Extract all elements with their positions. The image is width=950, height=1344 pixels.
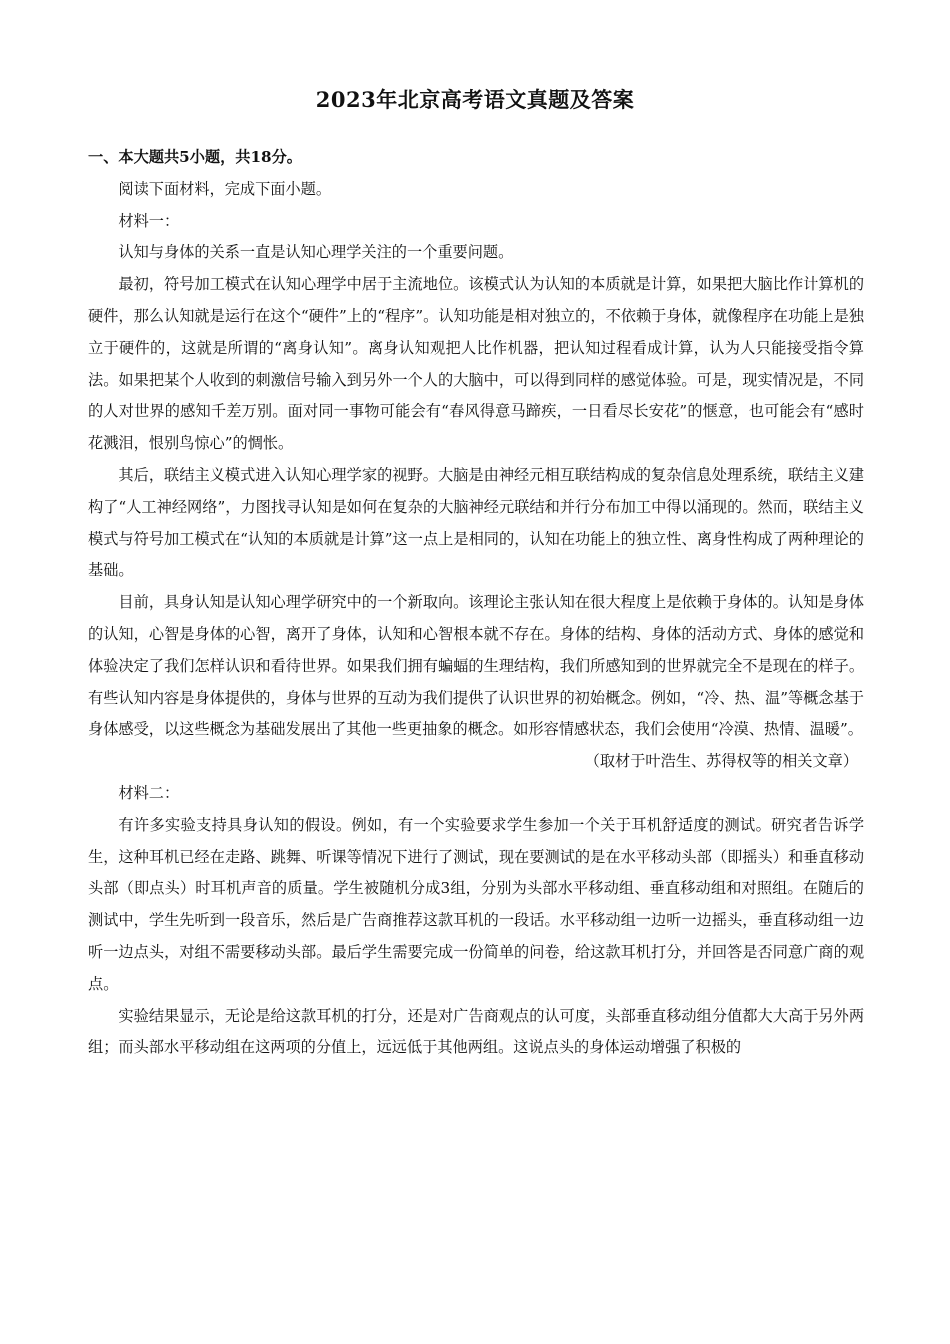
material1-paragraph: 其后，联结主义模式进入认知心理学家的视野。大脑是由神经元相互联结构成的复杂信息处理系统，联结主义建构了“人工神经网络”，力图找寻认知是如何在复杂的大脑神经元联结和并行分布加工中得以涌现的。然而，联结主义模式与符号加工模式在“认知的本质就是计算”这一点上是相同的，认知在功能上的独立性、离身性构成了两种理论的基础。 [88,465,864,580]
material2-paragraph: 有许多实验支持具身认知的假设。例如，有一个实验要求学生参加一个关于耳机舒适度的测试。研究者告诉学生，这种耳机已经在走路、跳舞、听课等情况下进行了测试，现在要测试的是在水平移动头部（即摇头）和垂直移动头部（即点头）时耳机声音的质量。学生被随机分成3组，分别为头部水平移动组、垂直移动组和对照组。在随后的测试中，学生先听到一段音乐，然后是广告商推荐这款耳机的一段话。水平移动组一边听一边摇头，垂直移动组一边听一边点头，对组不需要移动头部。最后学生需要完成一份简单的问卷，给这款耳机打分，并回答是否同意广商的观点。 [88,815,864,993]
material2-paragraph: 实验结果显示，无论是给这款耳机的打分，还是对广告商观点的认可度，头部垂直移动组分值都大大高于另外两组；而头部水平移动组在这两项的分值上，远远低于其他两组。这说点头的身体运动增强了积极的 [88,1006,864,1057]
material1-source: （取材于叶浩生、苏得权等的相关文章） [584,752,858,771]
instruction-text: 阅读下面材料，完成下面小题。 [118,179,332,198]
material1-paragraph: 目前，具身认知是认知心理学研究中的一个新取向。该理论主张认知在很大程度上是依赖于身体的。认知是身体的认知，心智是身体的心智，离开了身体，认知和心智根本就不存在。身体的结构、身体的活动方式、身体的感觉和体验决定了我们怎样认识和看待世界。如果我们拥有蝙蝠的生理结构，我们所感知到的世界就完全不是现在的样子。有些认知内容是身体提供的，身体与世界的互动为我们提供了认识世界的初始概念。例如，“冷、热、温”等概念基于身体感受，以这些概念为基础发展出了其他一些更抽象的概念。如形容情感状态，我们会使用“冷漠、热情、温暖”。 [88,593,864,739]
material1-label: 材料一： [118,211,180,230]
material2-label: 材料二： [118,783,180,802]
material1-paragraph: 最初，符号加工模式在认知心理学中居于主流地位。该模式认为认知的本质就是计算，如果把大脑比作计算机的硬件，那么认知就是运行在这个“硬件”上的“程序”。认知功能是相对独立的，不依赖于身体，就像程序在功能上是独立于硬件的，这就是所谓的“离身认知”。离身认知观把人比作机器，把认知过程看成计算，认为人只能接受指令算法。如果把某个人收到的刺激信号输入到另外一个人的大脑中，可以得到同样的感觉体验。可是，现实情况是，不同的人对世界的感知千差万别。面对同一事物可能会有“春风得意马蹄疾，一日看尽长安花”的惬意，也可能会有“感时花溅泪，恨别鸟惊心”的惆怅。 [88,275,864,453]
section-heading: 一、本大题共5小题，共18分。 [88,148,302,166]
document-body [88,142,864,1064]
document-title: 2023年北京高考语文真题及答案 [315,87,635,112]
material1-paragraph: 认知与身体的关系一直是认知心理学关注的一个重要问题。 [118,243,514,262]
